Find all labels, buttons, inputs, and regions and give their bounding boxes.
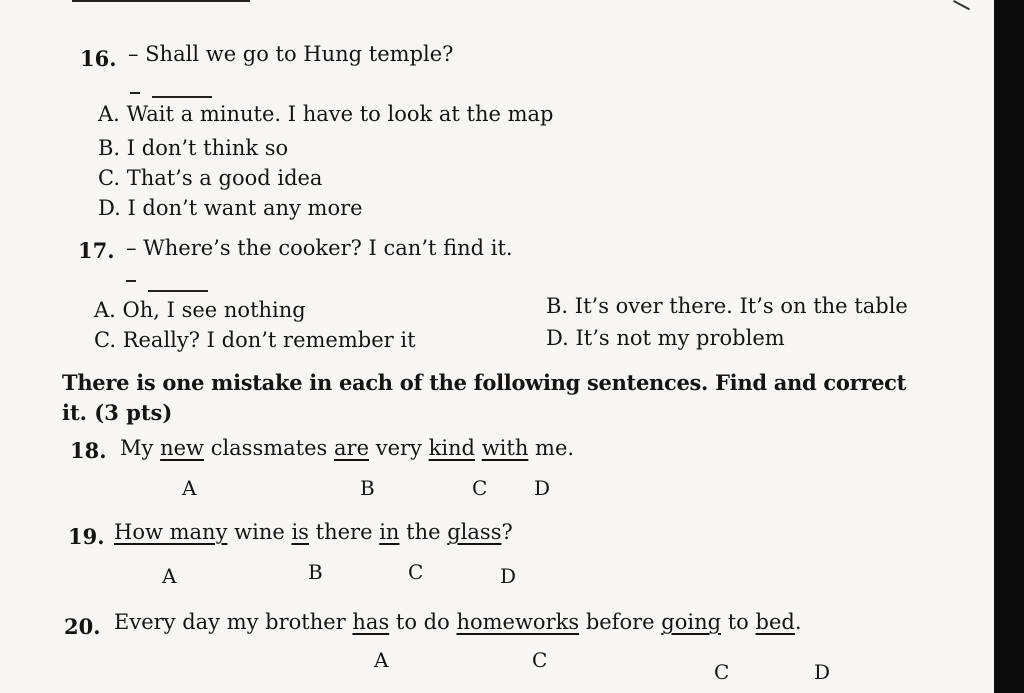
s18-word-4: me. — [535, 436, 575, 460]
q16-option-d-letter: D. — [98, 196, 121, 220]
s19-underlined-b[interactable]: is — [291, 520, 309, 544]
s20-word-5: . — [794, 610, 802, 634]
q17-option-c-text: Really? I don’t remember it — [122, 328, 416, 352]
s20-word-2: to do — [395, 610, 450, 634]
s20-label-b: C — [532, 648, 548, 672]
s19-underlined-c[interactable]: in — [379, 520, 400, 544]
s20-underlined-d[interactable]: bed — [755, 610, 795, 634]
q17-answer-blank — [148, 290, 208, 292]
s18-label-b: B — [360, 476, 375, 500]
q17-option-b[interactable] — [546, 296, 908, 317]
s19-word-2: there — [315, 520, 373, 544]
s20-label-d: D — [814, 660, 831, 684]
q17-option-d-text: It’s not my problem — [575, 326, 785, 350]
q16-option-a-text: Wait a minute. I have to look at the map — [126, 102, 554, 126]
s18-label-d: D — [534, 476, 551, 500]
q17-option-d-letter: D. — [546, 326, 569, 350]
s19-sentence — [114, 522, 513, 543]
top-rule — [72, 0, 250, 2]
q16-number: 16. — [80, 46, 117, 71]
q17-answer-dash — [126, 280, 136, 282]
q17-option-c-letter: C. — [94, 328, 116, 352]
s20-word-3: before — [585, 610, 655, 634]
q16-option-c[interactable] — [98, 168, 322, 189]
q16-option-c-letter: C. — [98, 166, 120, 190]
q17-number: 17. — [78, 238, 115, 263]
s20-underlined-b[interactable]: homeworks — [456, 610, 580, 634]
q16-option-b-letter: B. — [98, 136, 121, 160]
q17-option-a[interactable] — [94, 300, 306, 321]
s19-label-a: A — [162, 564, 177, 588]
s20-sentence — [114, 612, 802, 633]
s18-number: 18. — [70, 438, 107, 463]
s18-word-3: very — [375, 436, 422, 460]
s18-underlined-d[interactable]: with — [481, 436, 529, 460]
s18-word-2: classmates — [210, 436, 328, 460]
s20-underlined-c[interactable]: going — [661, 610, 722, 634]
s19-underlined-a[interactable]: How many — [114, 520, 228, 544]
q16-option-a[interactable] — [98, 104, 553, 125]
s19-word-4: ? — [501, 520, 513, 544]
s18-word-1: My — [120, 436, 154, 460]
s20-number: 20. — [64, 614, 101, 639]
s19-label-b: B — [308, 560, 323, 584]
q17-option-a-letter: A. — [94, 298, 116, 322]
q16-option-b-text: I don’t think so — [126, 136, 289, 160]
q16-option-a-letter: A. — [98, 102, 120, 126]
q16-option-d-text: I don’t want any more — [127, 196, 363, 220]
s20-label-c: C — [714, 660, 730, 684]
q16-option-d[interactable] — [98, 198, 363, 219]
instruction-line-2: it. (3 pts) — [62, 400, 173, 425]
s18-underlined-b[interactable]: are — [334, 436, 370, 460]
q17-prompt: – Where’s the cooker? I can’t find it. — [126, 236, 513, 260]
s19-underlined-d[interactable]: glass — [447, 520, 502, 544]
s19-word-1: wine — [234, 520, 285, 544]
s19-label-c: C — [408, 560, 424, 584]
q17-option-c[interactable] — [94, 330, 416, 351]
s18-underlined-c[interactable]: kind — [428, 436, 476, 460]
s20-underlined-a[interactable]: has — [352, 610, 390, 634]
s18-label-a: A — [182, 476, 197, 500]
s18-label-c: C — [472, 476, 488, 500]
s19-number: 19. — [68, 524, 105, 549]
q17-option-a-text: Oh, I see nothing — [122, 298, 306, 322]
s20-word-4: to — [727, 610, 749, 634]
s18-underlined-a[interactable]: new — [160, 436, 204, 460]
q16-prompt: – Shall we go to Hung temple? — [128, 42, 454, 66]
q17-option-d[interactable] — [546, 328, 785, 349]
q17-option-b-text: It’s over there. It’s on the table — [574, 294, 908, 318]
scan-edge-shadow — [994, 0, 1024, 693]
q16-answer-blank — [152, 96, 212, 98]
s19-label-d: D — [500, 564, 517, 588]
q16-option-b[interactable] — [98, 138, 288, 159]
instruction-line-1: There is one mistake in each of the following sentences. Find and correct — [62, 370, 907, 395]
s19-word-3: the — [406, 520, 441, 544]
corner-mark — [953, 0, 970, 10]
s20-word-1: Every day my brother — [114, 610, 346, 634]
s18-sentence — [120, 438, 574, 459]
q17-option-b-letter: B. — [546, 294, 569, 318]
s20-label-a: A — [374, 648, 389, 672]
q16-answer-dash — [130, 92, 140, 94]
q16-option-c-text: That’s a good idea — [126, 166, 323, 190]
